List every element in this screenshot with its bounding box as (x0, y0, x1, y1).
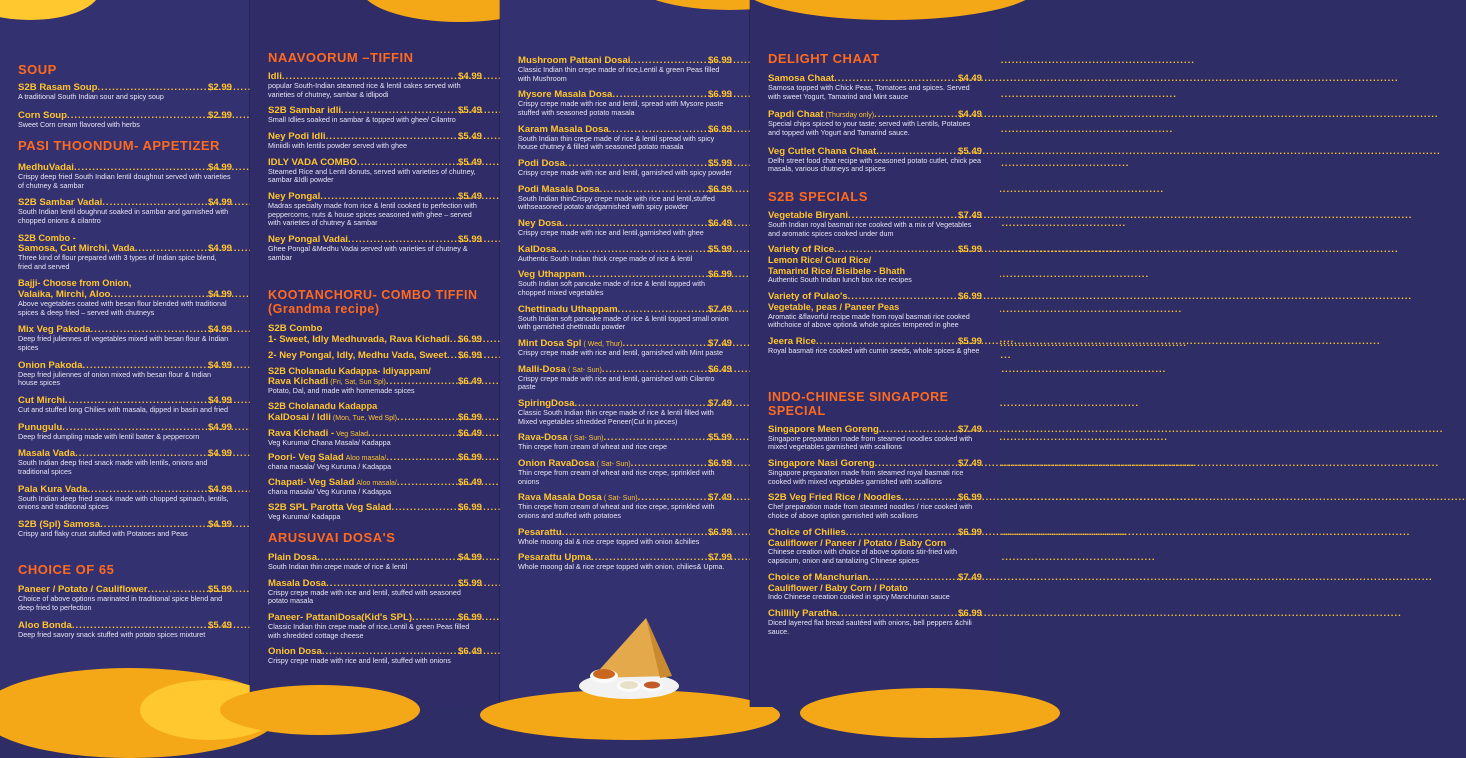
item-name: Chettinadu Uthappam (518, 303, 618, 315)
item-desc: A traditional South Indian sour and spicy soup (18, 91, 164, 101)
item-name: IDLY VADA COMBO (268, 156, 358, 168)
item-price: $4.99 (207, 421, 232, 433)
indo-section (768, 390, 982, 636)
item-desc: Crispy crepe made with rice and lentil, garnished with spicy powder (518, 167, 732, 177)
item-desc: Crispy crepe made with rice and lentil, garnished with Cilantro paste (518, 373, 715, 392)
item-name: Variety of Rice (768, 244, 835, 256)
item-desc: Small Idlies soaked in sambar & topped with ghee/ Cilantro (268, 115, 456, 125)
item-note: (Mon, Tue, Wed Spl) (332, 414, 397, 422)
menu-item (18, 422, 232, 442)
menu-item (518, 338, 732, 358)
item-name: Mix Veg Pakoda (18, 324, 91, 336)
menu-item (768, 244, 982, 285)
item-note: ( Sat- Sun) (596, 460, 631, 468)
item-price: $4.99 (457, 70, 482, 82)
menu-item (268, 428, 482, 448)
item-desc: Chef preparation made from steamed noodles / rice cooked with choice of above option garnished with scallions (768, 502, 973, 521)
item-name: Jeera Rice (768, 335, 817, 347)
item-desc: chana masala/ Veg Kuruma / Kadappa (268, 487, 392, 497)
menu-item (768, 109, 982, 137)
item-name: Onion Pakoda (18, 359, 83, 371)
item-price: $5.49 (207, 620, 232, 632)
item-name: Ney Pongal Vadai (268, 233, 348, 245)
item-price: $4.49 (957, 72, 982, 84)
menu-item (768, 608, 982, 636)
item-desc: Miniidli with lentils powder served with ghee (268, 140, 408, 150)
item-desc: South Indian soft pancake made of rice & lentil topped small onion with garnished chettinadu powder (518, 313, 729, 332)
item-desc: chana masala/ Veg Kuruma / Kadappa (268, 462, 392, 472)
menu-item (18, 360, 232, 388)
item-desc: Deep fried dumpling made with lentil batter & peppercorn (18, 431, 200, 441)
menu-item (268, 477, 482, 497)
menu-item (268, 334, 482, 345)
item-note: ( Wed, Thur) (583, 340, 623, 348)
item-desc: Crispy deep fried South Indian lentil doughnut served with varieties of chutney & sambar (18, 171, 231, 190)
item-desc: Crispy crepe made with rice and lentil, stuffed with seasoned potato masala (268, 587, 461, 606)
dosa-title: ARUSUVAI DOSA'S (268, 530, 396, 545)
item-desc: Ghee Pongal &Medhu Vadai served with varieties of chutney & sambar (268, 243, 468, 262)
item-name: Samosa Chaat (768, 72, 835, 84)
item-price: $6.99 (707, 123, 732, 135)
menu-item (518, 527, 732, 547)
item-name-line: Bajji- Choose from Onion, (18, 278, 132, 289)
menu-item (18, 278, 232, 317)
item-desc: Classic Indian thin crepe made of rice,Lentil & green Peas filled with shredded cottage cheese (268, 621, 470, 640)
item-name: Plain Dosa (268, 551, 318, 563)
item-name: Singapore Nasi Goreng (768, 458, 875, 470)
item-note: Veg Salad (336, 430, 369, 438)
item-name: Choice of Manchurian (768, 571, 869, 583)
item-desc: South Indian soft pancake made of rice & lentil topped with chopped mixed vegetables (518, 279, 705, 297)
menu-item (268, 105, 482, 125)
item-name: Cut Mirchi (18, 394, 65, 406)
decor-wave (0, 0, 100, 20)
item-note: Aloo masala/ (356, 480, 397, 488)
item-desc: Above vegetables coated with besan flour blended with traditional spices & deep fried – served with chutneys (18, 299, 227, 317)
item-name: Mysore Masala Dosa (518, 89, 613, 101)
item-price: $5.99 (707, 243, 732, 255)
item-note: ( Sat- Sun) (603, 495, 638, 503)
item-price: $5.99 (707, 157, 732, 169)
menu-item (768, 424, 982, 452)
item-name: MedhuVadai (18, 161, 74, 173)
item-price: $4.99 (207, 483, 232, 495)
item-name: Variety of Pulao's (768, 291, 848, 303)
item-price: $6.99 (707, 89, 732, 101)
menu-item (518, 89, 732, 117)
item-price: $6.99 (457, 349, 482, 361)
item-name: 2- Ney Pongal, Idly, Medhu Vada, Sweet (268, 349, 447, 361)
menu-item (268, 131, 482, 151)
item-name: Aloo Bonda (18, 620, 72, 632)
menu-item (18, 162, 232, 190)
item-name: Chillily Paratha (768, 607, 838, 619)
item-desc: Crispy crepe made with rice and lentil, stuffed with onions (268, 656, 451, 666)
item-price: $6.99 (957, 492, 982, 504)
menu-item (518, 124, 732, 152)
decor-wave (800, 688, 1060, 738)
menu-item (268, 350, 482, 361)
item-price: $2.99 (207, 109, 232, 121)
item-desc: Special chips spiced to your taste; served with Lentils, Potatoes and topped with Yogurt and Tamarind sauce. (768, 119, 971, 137)
item-desc: Steamed Rice and Lentil donuts, served with varieties of chutney, sambar &Idli powder (268, 166, 476, 185)
item-name: Veg Cutlet Chana Chaat (768, 145, 877, 157)
item-name: Punugulu (18, 421, 63, 433)
menu-item (518, 304, 732, 332)
panel-3 (500, 0, 750, 707)
menu-item (268, 552, 482, 572)
appetizer-title: PASI THOONDUM- APPETIZER (18, 138, 220, 153)
item-desc: Deep fried juliennes of onion mixed with besan flour & Indian house spices (18, 369, 211, 388)
item-name: 1- Sweet, Idly Medhuvada, Rava Kichadi (268, 333, 450, 345)
item-price: $6.99 (457, 452, 482, 464)
item-desc: Classic South Indian thin crepe made of rice & lentil filled with Mixed vegetables shredded Peneer(Cut in pieces) (518, 407, 714, 426)
item-note: ( Sat- Sun) (567, 366, 602, 374)
item-name: Rava Kichadi - (268, 427, 335, 439)
menu-item (768, 291, 982, 330)
menu-item (518, 432, 732, 452)
menu-item (518, 158, 732, 178)
item-name: KalDosa (518, 243, 557, 255)
item-name: Ney Podi Idli (268, 130, 326, 142)
item-name: Paneer- PattaniDosa(Kid's SPL) (268, 611, 413, 623)
item-desc: Aromatic &flavorful recipe made from royal basmati rice cooked withchoice of above option& whole spices tempered in ghee (768, 311, 970, 330)
menu-item (768, 527, 982, 566)
item-options: Lemon Rice/ Curd Rice/ (768, 255, 872, 266)
item-desc: South Indian deep fried snack made with lentils, onions and traditional spices (18, 458, 208, 476)
item-name: Rava Kichadi (268, 376, 329, 388)
item-note: (Fri, Sat, Sun Spl) (330, 379, 386, 387)
item-desc: Delhi street food chat recipe with seasoned potato cutlet, chick pea masala, various chutneys and spices (768, 155, 981, 174)
item-desc: Deep fried savory snack stuffed with potato spices mixturet (18, 630, 206, 640)
item-desc: Veg Kuruma/ Chana Masala/ Kadappa (268, 437, 391, 447)
menu-item (518, 269, 732, 297)
menu-item (268, 646, 482, 666)
item-desc: Diced layered flat bread sautéed with onions, bell peppers &chili sauce. (768, 617, 972, 636)
item-price: $6.99 (957, 526, 982, 538)
item-price: $5.99 (457, 577, 482, 589)
dosa-section (268, 531, 482, 666)
item-price: $7.49 (957, 458, 982, 470)
panel-2 (250, 0, 500, 707)
item-price: $7.49 (707, 337, 732, 349)
menu-item (268, 452, 482, 472)
item-desc: Crispy crepe made with rice and lentil,garnished with ghee (518, 227, 704, 237)
item-name: Papdi Chaat (768, 109, 824, 121)
item-desc: Indo Chinese creation cooked in spicy Manchurian sauce (768, 592, 950, 602)
item-price: $6.99 (707, 269, 732, 281)
menu-item (768, 336, 982, 356)
item-price: $4.99 (207, 161, 232, 173)
item-name: Poori- Veg Salad (268, 452, 344, 464)
item-note: (Thursday only) (825, 112, 875, 120)
item-name: Mint Dosa Spl (518, 337, 582, 349)
item-desc: Singapore preparation made from steamed noodles cooked with mixed vegetables garnished with scallions (768, 433, 973, 452)
menu-item (268, 234, 482, 262)
item-desc: South Indian thinCrispy crepe made with rice and lentil,stuffed withseasoned potato andgarnished with spicy powder (518, 193, 715, 212)
item-desc: Whole moong dal & rice crepe topped with onion &chilies (518, 536, 700, 546)
item-name: Valaika, Mirchi, Aloo (18, 289, 111, 301)
dosa-continued-section (518, 55, 732, 572)
item-desc: Classic Indian thin crepe made of rice,Lentil & green Peas filled with Mushroom (518, 65, 720, 83)
item-desc: South Indian thin crepe made of rice & lentil (268, 561, 408, 571)
menu-item (518, 55, 732, 83)
item-price: $5.49 (957, 145, 982, 157)
menu-item (518, 492, 732, 520)
item-price: $4.49 (957, 109, 982, 121)
item-name: Malli-Dosa (518, 363, 566, 375)
item-desc: Thin crepe from cream of wheat and rice crepe (518, 442, 668, 452)
tiffin-section (268, 51, 482, 262)
item-desc: Choice of above options marinated in traditional spice blend and deep fried to perfection (18, 593, 223, 612)
tiffin-title: NAAVOORUM –TIFFIN (268, 50, 414, 65)
item-price: $7.49 (957, 423, 982, 435)
specials-title: S2B SPECIALS (768, 189, 868, 204)
choice65-section (18, 563, 232, 640)
item-desc: South Indian thin crepe made of rice & lentil spread with spicy house chutney & filled with seasoned potato masala (518, 133, 715, 152)
item-desc: Potato, Dal, and made with homemade spices (268, 386, 415, 396)
menu-item (268, 502, 482, 522)
item-desc: Thin crepe from cream of wheat and rice crepe, sprinkled with onions (518, 467, 715, 486)
item-name: SpiringDosa (518, 397, 575, 409)
item-name: Ney Pongal (268, 190, 321, 202)
item-price: $6.99 (957, 291, 982, 303)
item-price: $6.99 (707, 457, 732, 469)
item-name: S2B Rasam Soup (18, 81, 98, 93)
item-name-line: S2B Cholanadu Kadappa (268, 401, 378, 412)
item-desc: Sweet Corn cream flavored with herbs (18, 119, 140, 129)
item-name-line: S2B Cholanadu Kadappa- Idiyappam/ (268, 365, 431, 376)
menu-item (18, 484, 232, 512)
combo-head: S2B Combo (268, 322, 323, 334)
item-desc: Veg Kuruma/ Kadappa (268, 511, 341, 521)
item-price: $4.99 (457, 551, 482, 563)
item-price: $5.49 (457, 190, 482, 202)
menu-item (18, 233, 232, 272)
menu-item (268, 578, 482, 606)
item-price: $5.99 (707, 432, 732, 444)
item-price: $7.49 (707, 397, 732, 409)
item-price: $6.99 (457, 411, 482, 423)
item-name: Pesarattu (518, 526, 562, 538)
decor-wave (740, 0, 1040, 20)
item-price: $4.99 (207, 518, 232, 530)
item-desc: Royal basmati rice cooked with cumin seeds, whole spices & ghee (768, 346, 980, 355)
choice65-title: CHOICE OF 65 (18, 562, 115, 577)
item-name: Choice of Chilies (768, 526, 846, 538)
item-name: KalDosai / Idli (268, 411, 331, 423)
menu-item (18, 110, 232, 130)
menu-item (768, 210, 982, 238)
item-price: $6.99 (707, 55, 732, 66)
specials-section (768, 190, 982, 356)
menu-item (768, 492, 982, 520)
panel-4 (750, 0, 1000, 707)
chaat-section (768, 52, 982, 174)
item-price: $4.99 (207, 324, 232, 336)
menu-item (518, 458, 732, 486)
item-price: $6.99 (707, 183, 732, 195)
item-desc: South Indian lentil doughnut soaked in sambar and garnished with chopped onions & cilantro (18, 207, 229, 225)
item-price: $5.99 (457, 233, 482, 245)
item-price: $4.99 (207, 289, 232, 301)
item-desc: Madras specialty made from rice & lentil cooked to perfection with peppercorns, nuts & house spices seasoned with ghee – served with varieties of chutney & sambar (268, 200, 477, 228)
menu-item (268, 71, 482, 99)
item-desc: Samosa topped with Chick Peas, Tomatoes and spices. Served with sweet Yogurt, Tamarind and Mint sauce (768, 82, 970, 101)
item-options: Cauliflower / Paneer / Potato / Baby Corn (768, 537, 947, 548)
menu-item (768, 572, 982, 602)
menu-item (518, 552, 732, 572)
panel-1 (0, 0, 250, 707)
item-name-line: S2B Combo - (18, 232, 76, 243)
item-name: Masala Vada (18, 448, 76, 460)
item-name: Podi Masala Dosa (518, 183, 600, 195)
item-name: S2B (Spl) Samosa (18, 518, 101, 530)
item-name: Paneer / Potato / Cauliflower (18, 583, 148, 595)
item-name: Idli (268, 70, 282, 82)
menu-item (518, 244, 732, 264)
item-desc: Thin crepe from cream of wheat and rice crepe, sprinkled with onions and stuffed with potatoes (518, 502, 715, 520)
menu-item (268, 612, 482, 640)
menu-item (18, 448, 232, 476)
menu-item (768, 458, 982, 486)
item-desc: Authentic South Indian lunch box rice recipes (768, 275, 912, 285)
item-price: $4.99 (207, 243, 232, 255)
item-name: Rava Masala Dosa (518, 492, 602, 504)
item-name: Veg Uthappam (518, 269, 585, 281)
item-price: $6.99 (457, 501, 482, 513)
item-price: $6.49 (707, 217, 732, 229)
item-name: Ney Dosa (518, 217, 562, 229)
dosa-plate-image (574, 608, 684, 703)
item-price: $5.49 (457, 130, 482, 142)
item-price: $6.49 (457, 477, 482, 489)
item-name: Singapore Meen Goreng (768, 423, 879, 435)
appetizer-section (18, 139, 232, 539)
item-options: Cauliflower / Baby Corn / Potato (768, 582, 908, 593)
item-price: $7.49 (957, 571, 982, 583)
item-price: $5.49 (457, 156, 482, 168)
item-name: Samosa, Cut Mirchi, Vada (18, 243, 135, 255)
menu-item (18, 620, 232, 640)
item-price: $6.99 (707, 526, 732, 538)
menu-item (518, 398, 732, 426)
combo-title: KOOTANCHORU- COMBO TIFFIN (Grandma recipe) (268, 288, 478, 317)
item-price: $4.99 (207, 394, 232, 406)
item-name: S2B Sambar Vadai (18, 197, 103, 209)
menu-item (518, 184, 732, 212)
menu-item (268, 157, 482, 185)
item-desc: Crispy and flaky crust stuffed with Potatoes and Peas (18, 528, 188, 538)
item-price: $7.49 (707, 492, 732, 504)
menu-item (18, 82, 232, 102)
item-name: Mushroom Pattani Dosai (518, 55, 631, 66)
menu-item (768, 146, 982, 174)
menu-item (18, 584, 232, 612)
item-name: Pala Kura Vada (18, 483, 88, 495)
item-name: S2B SPL Parotta Veg Salad (268, 501, 392, 513)
decor-wave (220, 685, 420, 735)
item-price: $2.99 (207, 81, 232, 93)
menu-item (18, 519, 232, 539)
item-name: Vegetable Biryani (768, 209, 848, 221)
item-price: $6.49 (707, 363, 732, 375)
item-desc: Deep fried juliennes of vegetables mixed with besan flour & Indian spices (18, 334, 229, 353)
item-name: Karam Masala Dosa (518, 123, 609, 135)
menu-item (518, 364, 732, 392)
item-price: $5.99 (957, 244, 982, 256)
combo-section (268, 288, 482, 521)
item-desc: South Indian deep fried snack made with chopped spinach, lentils, onions and traditional spices (18, 493, 229, 512)
indo-title: INDO-CHINESE SINGAPORE SPECIAL (768, 390, 949, 419)
menu-item (268, 366, 482, 396)
item-price: $5.49 (457, 105, 482, 117)
soup-section (18, 63, 232, 129)
item-price: $4.99 (207, 448, 232, 460)
item-price: $5.99 (957, 335, 982, 347)
item-name: Pesarattu Upma (518, 552, 592, 564)
item-name: S2B Veg Fried Rice / Noodles (768, 492, 902, 504)
item-desc: popular South-Indian steamed rice & lentil cakes served with varieties of chutney, sambar & idlipodi (268, 80, 461, 99)
item-price: $6.99 (457, 333, 482, 345)
item-desc: Chinese creation with choice of above options stir-fried with capsicum, onion and tantalizing Chinese spices (768, 547, 957, 565)
item-desc: Singapore preparation made from steamed royal basmati rice cooked with mixed vegetables garnished with scallions (768, 468, 964, 486)
menu-item (518, 218, 732, 238)
item-price: $6.49 (457, 646, 482, 658)
item-name: Onion Dosa (268, 646, 322, 658)
item-name: Corn Soup (18, 109, 68, 121)
item-desc: Authentic South Indian thick crepe made of rice & lentil (518, 253, 693, 263)
item-name: Chapati- Veg Salad (268, 477, 355, 489)
item-price: $6.49 (457, 376, 482, 388)
item-desc: Cut and stuffed long Chilies with masala, dipped in basin and fried (18, 405, 229, 414)
item-price: $7.49 (707, 303, 732, 315)
item-note: Aloo masala/ (345, 455, 387, 463)
item-options: Tamarind Rice/ Bisibele - Bhath (768, 265, 906, 276)
item-price: $7.99 (707, 552, 732, 564)
item-desc: Whole moong dal & rice crepe topped with onion, chilies& Upma. (518, 562, 725, 572)
soup-title: SOUP (18, 62, 57, 77)
item-price: $7.49 (957, 209, 982, 221)
menu-item (268, 401, 482, 423)
item-desc: South Indian royal basmati rice cooked with a mix of Vegetables and aromatic spices cooked under dum (768, 219, 972, 238)
item-name: S2B Sambar idli (268, 105, 342, 117)
menu-item (18, 197, 232, 225)
item-price: $6.99 (957, 607, 982, 619)
item-name: Onion RavaDosa (518, 457, 595, 469)
item-name: Podi Dosa (518, 157, 565, 169)
menu-item (768, 73, 982, 101)
item-price: $4.99 (207, 359, 232, 371)
item-price: $4.99 (207, 197, 232, 209)
item-price: $6.49 (457, 427, 482, 439)
item-desc: Three kind of flour prepared with 3 types of Indian spice blend, fried and served (18, 253, 217, 271)
item-name: Masala Dosa (268, 577, 327, 589)
menu-item (18, 324, 232, 352)
item-name: Rava-Dosa (518, 432, 568, 444)
item-desc: Crispy crepe made with rice and lentil, garnished with Mint paste (518, 347, 723, 357)
menu-item (18, 395, 232, 415)
chaat-title: DELIGHT CHAAT (768, 51, 880, 66)
item-price: $5.99 (207, 583, 232, 595)
item-options: Vegetable, peas / Paneer Peas (768, 302, 900, 313)
item-price: $6.99 (457, 611, 482, 623)
item-note: ( Sat- Sun) (569, 435, 604, 443)
menu-item (268, 191, 482, 228)
item-desc: Crispy crepe made with rice and lentil, spread with Mysore paste stuffed with seasoned potato masala (518, 99, 724, 117)
